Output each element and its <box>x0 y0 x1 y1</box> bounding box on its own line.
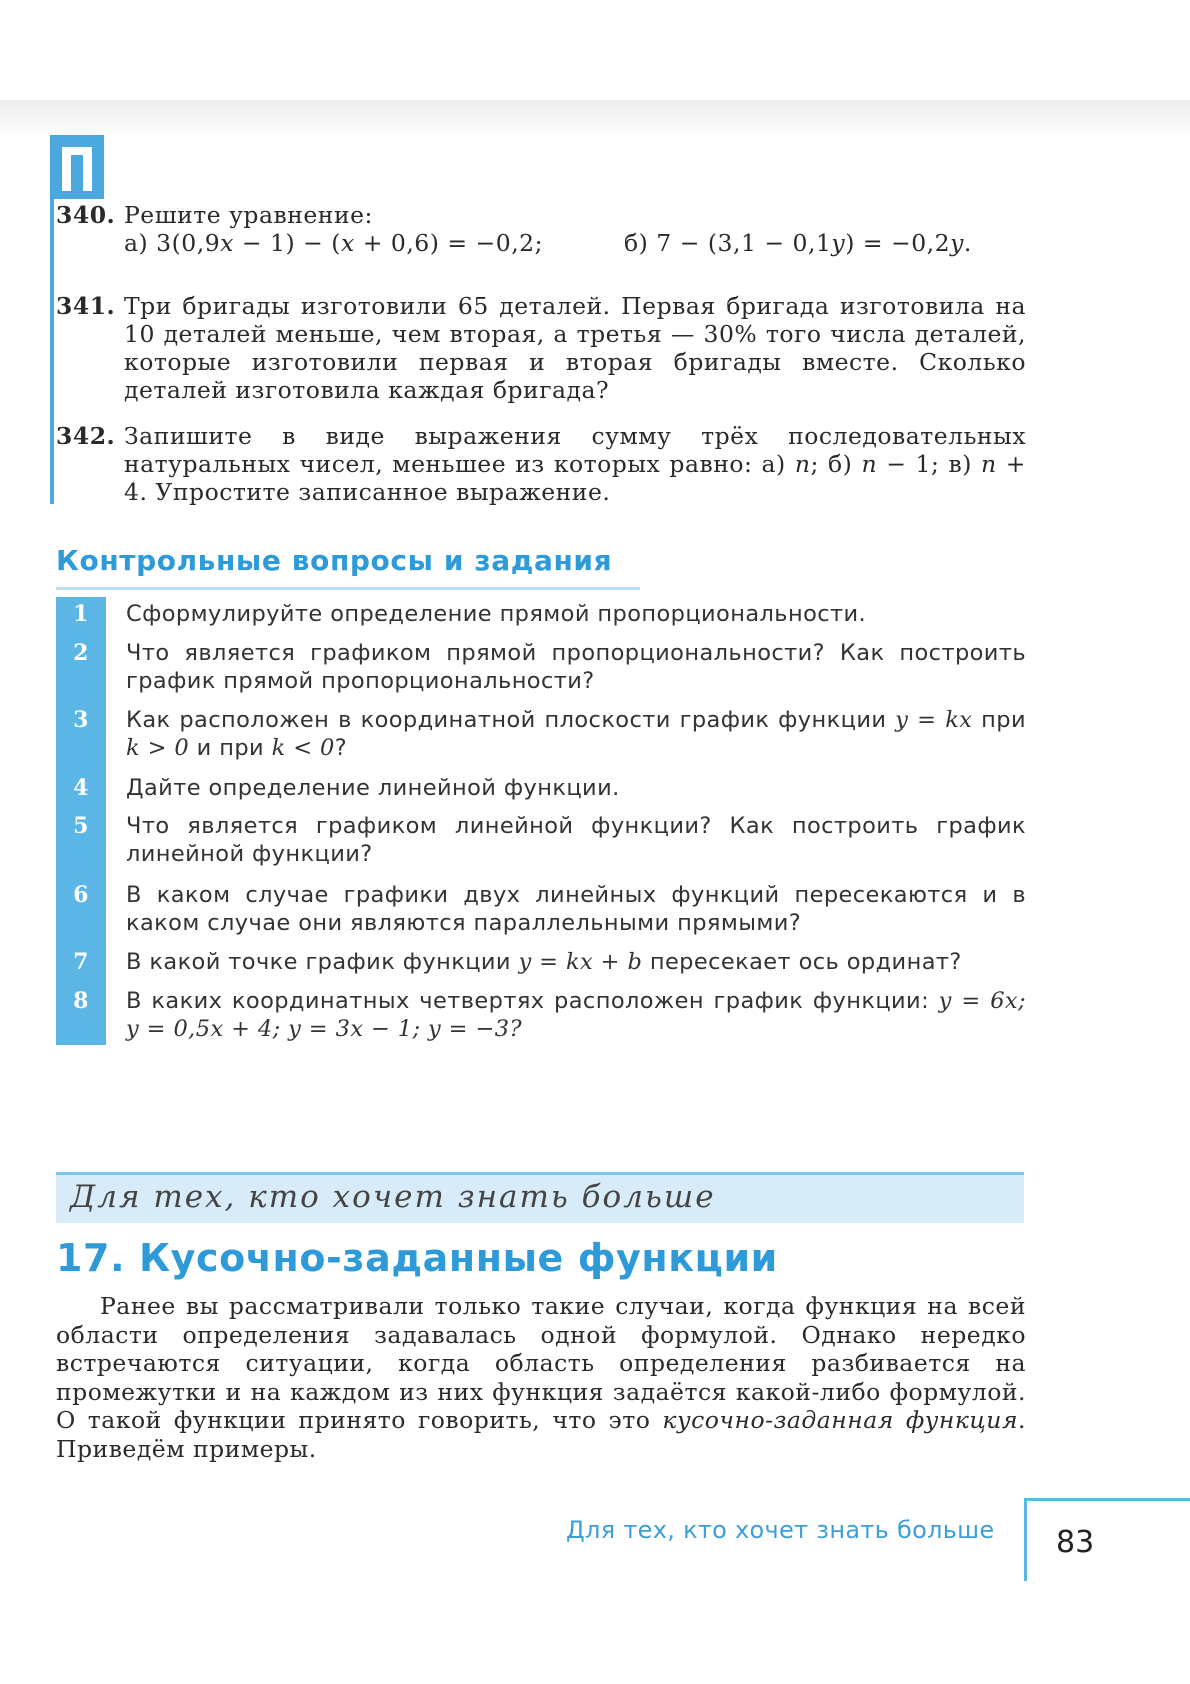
page-number-frame <box>1024 1498 1190 1581</box>
question-number: 8 <box>73 988 89 1014</box>
question-number: 1 <box>73 601 89 627</box>
practice-side-bar <box>50 199 54 504</box>
problem-title: Решите уравнение: <box>124 201 373 229</box>
problem-342 <box>56 422 1026 506</box>
page-number: 83 <box>1056 1525 1095 1560</box>
question-1 <box>56 600 1026 628</box>
question-text: Сформулируйте определение прямой пропорциональности. <box>126 601 867 627</box>
know-more-band <box>56 1172 1024 1223</box>
equation-a: а) 3(0,9x − 1) − (x + 0,6) = −0,2; <box>124 229 544 257</box>
question-number: 2 <box>73 640 89 666</box>
problem-number: 341. <box>56 292 116 320</box>
section-title: 17. Кусочно-заданные функции <box>56 1236 778 1280</box>
question-number: 6 <box>73 882 89 908</box>
section-paragraph: Ранее вы рассматривали только такие случаи, когда функция на всей области определения задавалась одной формулой. Однако нередко встречаются ситуации, когда область определения разбивается на промежутки и на каждом из них функция задаётся какой-либо формулой. О такой функции принято говорить, что это кусочно-заданная функция. Приведём примеры. <box>56 1292 1026 1463</box>
question-4 <box>56 774 1026 802</box>
know-more-label: Для тех, кто хочет знать больше <box>70 1179 716 1215</box>
question-number: 4 <box>73 775 89 801</box>
problem-number: 340. <box>56 201 116 229</box>
title-underline <box>56 587 640 590</box>
question-6 <box>56 881 1026 937</box>
page-edge-shadow <box>0 100 1190 140</box>
problem-text: Три бригады изготовили 65 деталей. Первая бригада изготовила на 10 деталей меньше, чем вторая, а третья — 30% того числа деталей, которые изготовили первая и вторая бригады вместе. Сколько деталей изготовила каждая бригада? <box>124 292 1026 404</box>
question-8 <box>56 987 1026 1043</box>
footer-section-label: Для тех, кто хочет знать больше <box>566 1516 995 1544</box>
question-text: Что является графиком прямой пропорциональности? Как построить график прямой пропорциональности? <box>126 640 1026 694</box>
question-5 <box>56 812 1026 868</box>
question-3 <box>56 706 1026 762</box>
question-text: В каких координатных четвертях расположен график функции: y = 6x; y = 0,5x + 4; y = 3x − 1; y = −3? <box>126 988 1026 1042</box>
top-margin <box>0 0 1190 108</box>
question-7 <box>56 948 1026 976</box>
question-text: Что является графиком линейной функции? Как построить график линейной функции? <box>126 813 1026 867</box>
problem-340 <box>56 201 1026 257</box>
problem-341 <box>56 292 1026 404</box>
question-number: 5 <box>73 813 89 839</box>
question-text: Дайте определение линейной функции. <box>126 775 620 801</box>
equation-b: б) 7 − (3,1 − 0,1y) = −0,2y. <box>624 229 972 257</box>
problem-text: Запишите в виде выражения сумму трёх последовательных натуральных чисел, меньшее из которых равно: а) n; б) n − 1; в) n + 4. Упростите записанное выражение. <box>124 422 1026 506</box>
question-number: 3 <box>73 707 89 733</box>
question-text: В каком случае графики двух линейных функций пересекаются и в каком случае они являются параллельными прямыми? <box>126 882 1026 936</box>
problem-number: 342. <box>56 422 116 450</box>
term: кусочно-заданная функция <box>662 1406 1019 1435</box>
question-text: Как расположен в координатной плоскости график функции y = kx при k > 0 и при k < 0? <box>126 707 1027 761</box>
control-questions-title: Контрольные вопросы и задания <box>56 544 613 577</box>
question-2 <box>56 639 1026 695</box>
practice-badge-icon <box>50 135 104 199</box>
question-number: 7 <box>73 949 89 975</box>
question-text: В какой точке график функции y = kx + b пересекает ось ординат? <box>126 949 962 975</box>
